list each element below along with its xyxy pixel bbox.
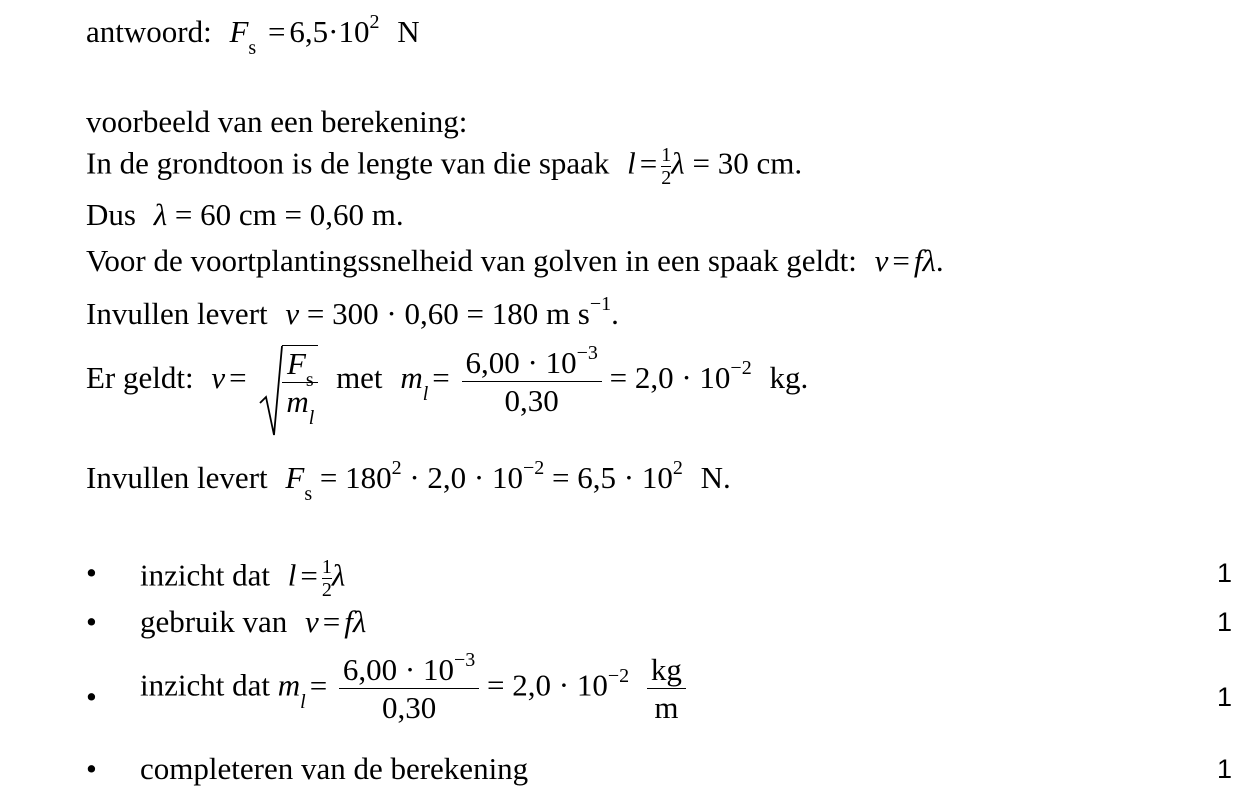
eq-sign: = [892, 243, 910, 278]
bullet-icon: • [86, 604, 97, 639]
answer-sub: s [248, 37, 257, 59]
wavelength-value: = 60 cm = 0,60 m [174, 197, 396, 232]
sqrt-sign [258, 345, 284, 437]
period: . [935, 243, 944, 278]
score: 1 [1216, 754, 1232, 784]
half-den: 2 [661, 167, 672, 189]
bullet-icon: • [86, 751, 97, 786]
tension-exp-b: −2 [523, 457, 545, 479]
lambda-symbol: λ [153, 197, 168, 232]
eq-sign: = [309, 667, 328, 703]
criterion-text: gebruik van [140, 604, 288, 639]
tension-exp-a: 2 [391, 457, 402, 479]
bullet-icon: • [86, 679, 97, 714]
period: . [794, 145, 803, 181]
mass-frac-den: 0,30 [504, 382, 559, 418]
mass-var: m [286, 384, 309, 419]
calc-line-3-text: Voor de voortplantingssnelheid van golven in een spaak geldt: [86, 243, 857, 278]
speed-exp: −1 [589, 293, 612, 315]
half-den: 2 [321, 579, 332, 601]
answer-unit: N [397, 14, 420, 49]
calc-line-2-text: Dus [86, 197, 136, 232]
unit-num: kg [650, 652, 682, 687]
calc-line-5-text: Er geldt: [86, 360, 194, 396]
speed-var: v [285, 296, 300, 331]
criterion-text: inzicht dat [140, 667, 270, 703]
calc-line-2 [86, 199, 404, 230]
tension-var: F [285, 460, 305, 495]
tension-sub: s [305, 369, 314, 391]
mass-result: = 2,0 · 10 [609, 360, 731, 396]
mass-result-exp: −2 [730, 357, 752, 380]
tension-sub: s [304, 483, 313, 505]
mass-frac-num: 6,00 · 10 [465, 344, 577, 380]
lambda-symbol: λ [352, 604, 367, 639]
eq-sign: = [322, 604, 341, 639]
length-var: l [627, 145, 636, 181]
tension-unit: N [700, 460, 723, 495]
tension-value-c: = 6,5 · 10 [544, 460, 673, 495]
length-value: = 30 cm [692, 145, 795, 181]
sqrt-expression [258, 345, 318, 429]
eq-sign: = [229, 360, 247, 396]
mass-frac-num-exp: −3 [454, 649, 476, 671]
mass-unit: kg [769, 360, 801, 396]
period: . [800, 360, 809, 396]
score: 1 [1216, 558, 1232, 588]
mass-fraction [339, 649, 479, 725]
unit-den: m [654, 690, 679, 725]
met-word: met [336, 360, 383, 396]
frequency-var: f [344, 604, 353, 639]
frequency-var: f [913, 243, 923, 278]
calc-line-5 [86, 341, 809, 429]
tension-value-a: = 180 [319, 460, 392, 495]
lambda-symbol: λ [671, 145, 685, 181]
mass-var: m [277, 667, 301, 703]
answer-var: F [229, 14, 249, 49]
answer-base: 10 [338, 14, 370, 49]
speed-var: v [304, 604, 319, 639]
score: 1 [1216, 607, 1232, 637]
mass-frac-den: 0,30 [381, 690, 437, 725]
eq-sign: = [432, 360, 450, 396]
mass-sub: l [308, 407, 315, 429]
period: . [723, 460, 731, 495]
score: 1 [1216, 682, 1232, 712]
speed-value: = 300 · 0,60 = 180 m s [306, 296, 590, 331]
half-num: 1 [321, 556, 332, 578]
speed-var: v [211, 360, 226, 396]
unit-fraction [647, 654, 686, 723]
mass-result: = 2,0 · 10 [487, 667, 608, 703]
period: . [395, 197, 404, 232]
half-fraction [322, 557, 332, 600]
mass-sub: l [300, 690, 306, 713]
half-fraction [661, 145, 671, 188]
tension-value-b: · 2,0 · 10 [401, 460, 524, 495]
answer-eq: = [267, 14, 286, 49]
length-var: l [287, 557, 297, 593]
answer-exp: 2 [369, 11, 380, 33]
calc-line-1-text: In de grondtoon is de lengte van die spaak [86, 145, 610, 181]
answer-mantissa: 6,5 [289, 14, 329, 49]
lambda-symbol: λ [331, 557, 346, 593]
lambda-symbol: λ [922, 243, 936, 278]
tension-exp-c: 2 [672, 457, 683, 479]
tension-var: F [286, 346, 306, 381]
period: . [611, 296, 619, 331]
calc-line-6 [86, 457, 731, 505]
calc-line-4-text: Invullen levert [86, 296, 268, 331]
mass-result-exp: −2 [607, 664, 630, 687]
criterion-text: completeren van de berekening [140, 751, 529, 786]
answer-dot: · [328, 14, 339, 49]
answer-line [86, 11, 420, 59]
eq-sign: = [300, 557, 318, 593]
eq-sign: = [639, 145, 658, 181]
half-num: 1 [661, 144, 672, 166]
mass-fraction [462, 341, 602, 418]
criterion-text: inzicht dat [140, 557, 270, 593]
calc-line-3 [86, 245, 944, 276]
calc-line-6-text: Invullen levert [86, 460, 268, 495]
calc-heading: voorbeeld van een berekening: [86, 104, 468, 139]
mass-sub: l [422, 383, 429, 406]
calc-line-1 [86, 145, 802, 188]
mass-frac-num: 6,00 · 10 [342, 652, 454, 687]
bullet-icon: • [86, 555, 97, 590]
mass-var: m [400, 360, 423, 396]
mass-frac-num-exp: −3 [576, 341, 598, 364]
calc-line-4 [86, 293, 619, 331]
speed-var: v [874, 243, 889, 278]
answer-label: antwoord: [86, 14, 212, 49]
